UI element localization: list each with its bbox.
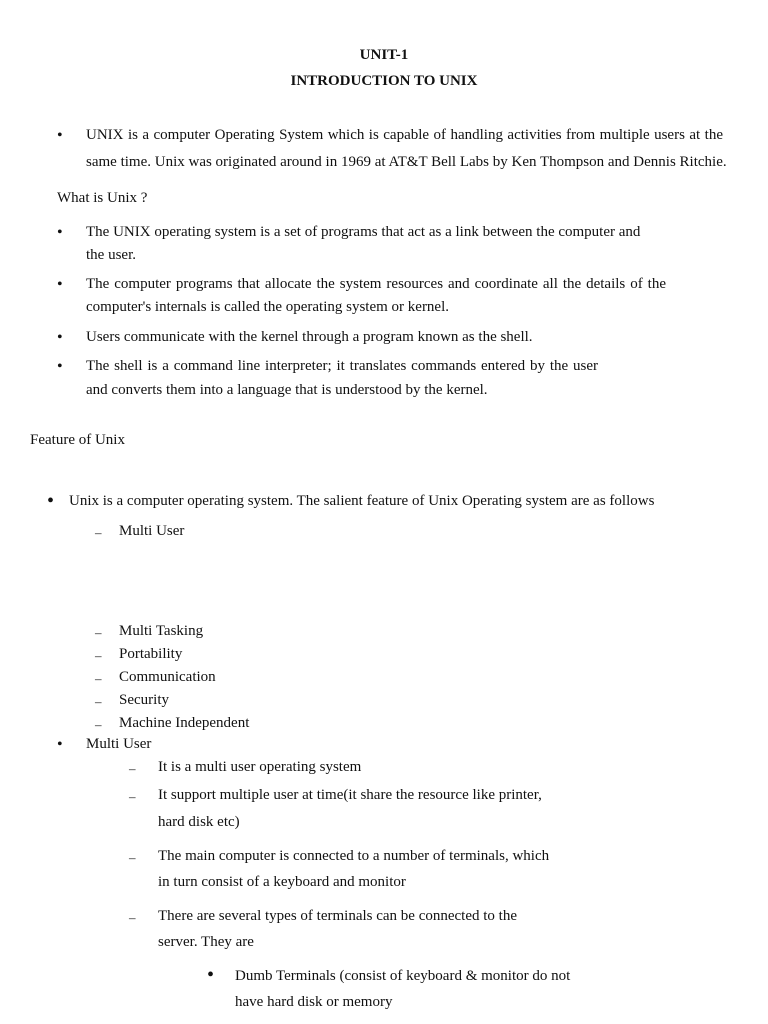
list-item-line-1: The computer programs that allocate the system resources and coordinate all the details of the <box>86 276 666 292</box>
dash-icon: – <box>129 850 136 865</box>
list-item-line-2: computer's internals is called the operating system or kernel. <box>86 299 450 315</box>
bullet-icon: • <box>57 127 63 144</box>
list-item-line-1: The shell is a command line interpreter; it translates commands entered by the user <box>86 358 598 374</box>
dash-icon: – <box>95 671 102 686</box>
feature-heading: Feature of Unix <box>30 432 125 448</box>
point-line-1: It is a multi user operating system <box>158 759 362 775</box>
dash-icon: – <box>95 694 102 709</box>
intro-line-1: UNIX is a computer Operating System which is capable of handling activities from multiple users at the <box>86 127 723 143</box>
unit-heading: UNIT-1 <box>359 47 409 63</box>
bullet-icon: • <box>57 224 63 241</box>
feature-item: Portability <box>119 646 183 662</box>
point-line-1: The main computer is connected to a number of terminals, which <box>158 848 550 864</box>
list-item-line-2: the user. <box>86 247 136 263</box>
dash-icon: – <box>95 525 102 540</box>
point-line-1: There are several types of terminals can be connected to the <box>158 908 517 924</box>
point-line-2: server. They are <box>158 934 254 950</box>
list-item-line-2: and converts them into a language that is understood by the kernel. <box>86 382 488 398</box>
point-line-1: It support multiple user at time(it share the resource like printer, <box>158 787 542 803</box>
bullet-icon: • <box>57 358 63 375</box>
point-line-2: in turn consist of a keyboard and monitor <box>158 874 406 890</box>
feature-lead-text: Unix is a computer operating system. The salient feature of Unix Operating system are as follows <box>69 493 655 509</box>
bullet-icon: • <box>47 490 55 512</box>
feature-item: Multi Tasking <box>119 623 204 639</box>
page-title: INTRODUCTION TO UNIX <box>290 73 478 89</box>
feature-item: Machine Independent <box>119 715 250 731</box>
intro-line-2: same time. Unix was originated around in 1969 at AT&T Bell Labs by Ken Thompson and Dennis Ritchie. <box>86 154 727 170</box>
feature-item: Multi User <box>119 523 185 539</box>
dash-icon: – <box>129 910 136 925</box>
bullet-icon: • <box>57 329 63 346</box>
dash-icon: – <box>95 717 102 732</box>
dash-icon: – <box>95 648 102 663</box>
bullet-icon: • <box>207 964 215 986</box>
dash-icon: – <box>129 789 136 804</box>
list-item-line-1: Users communicate with the kernel through a program known as the shell. <box>86 329 533 345</box>
multi-user-heading: Multi User <box>86 736 152 752</box>
terminal-line-1: Dumb Terminals (consist of keyboard & monitor do not <box>235 968 571 984</box>
bullet-icon: • <box>57 276 63 293</box>
dash-icon: – <box>95 625 102 640</box>
point-line-2: hard disk etc) <box>158 814 240 830</box>
bullet-icon: • <box>57 736 63 753</box>
feature-item: Communication <box>119 669 216 685</box>
terminal-line-2: have hard disk or memory <box>235 994 393 1010</box>
what-is-unix-heading: What is Unix ? <box>57 190 148 206</box>
dash-icon: – <box>129 761 136 776</box>
feature-item: Security <box>119 692 169 708</box>
list-item-line-1: The UNIX operating system is a set of programs that act as a link between the computer and <box>86 224 641 240</box>
